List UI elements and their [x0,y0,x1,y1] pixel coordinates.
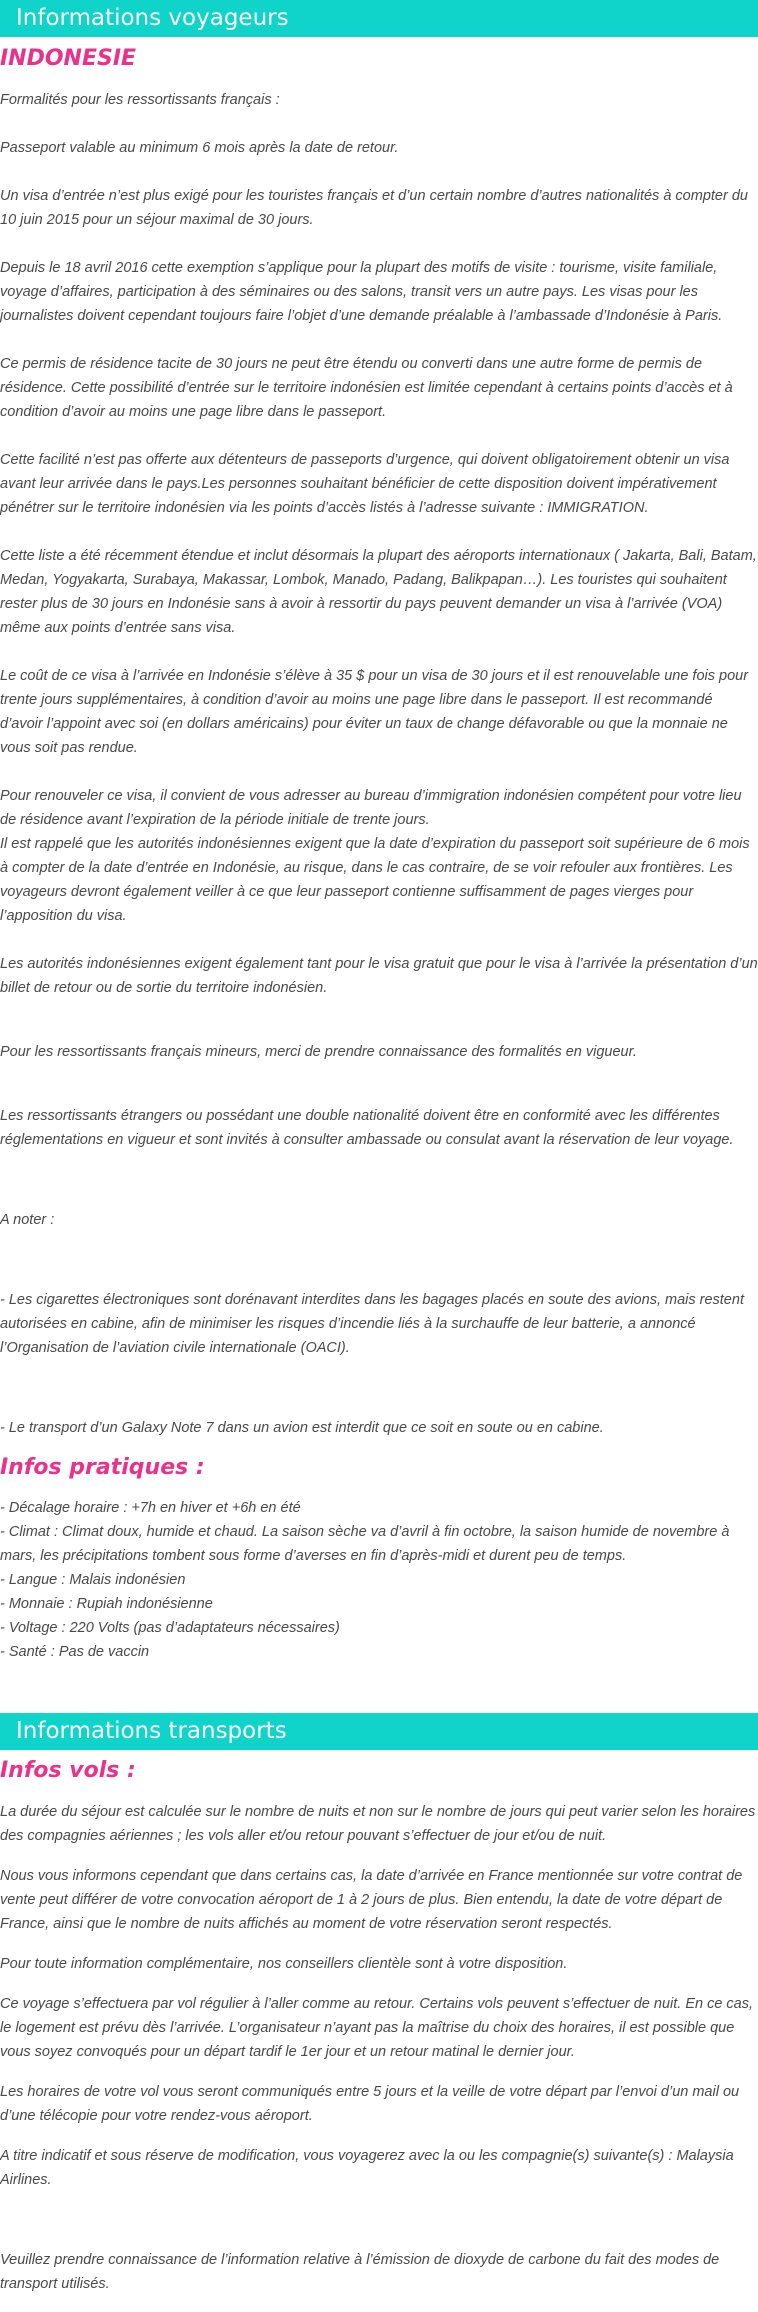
paragraph: Il est rappelé que les autorités indonésiennes exigent que la date d’expiration du passeport soit supérieure de 6 mois à compter de la date d’entrée en Indonésie, au risque, dans le cas contraire, de se voir refouler aux frontières. Les voyageurs devront également veiller à ce que leur passeport contienne suffisamment de pages vierges pour l’apposition du visa. [0,836,750,924]
practical-item: - Décalage horaire : +7h en hiver et +6h en été [0,1500,301,1516]
country-title: INDONESIE [0,46,137,71]
paragraph: A titre indicatif et sous réserve de modification, vous voyagerez avec la ou les compagnie(s) suivante(s) : Malaysia Airlines. [0,2148,734,2188]
paragraph: Les ressortissants étrangers ou possédant une double nationalité doivent être en conformité avec les différentes réglementations en vigueur et sont invités à consulter ambassade ou consulat avant la réservation de leur voyage. [0,1108,734,1148]
paragraph: Cette facilité n’est pas offerte aux détenteurs de passeports d’urgence, qui doivent obligatoirement obtenir un visa avant leur arrivée dans le pays.Les personnes souhaitant bénéficier de cette disposition doivent impérativement pénétrer sur le territoire indonésien via les points d’accès listés à l’adresse suivante : IMMIGRATION. [0,452,730,516]
practical-item: - Santé : Pas de vaccin [0,1644,150,1660]
paragraph: Nous vous informons cependant que dans certains cas, la date d’arrivée en France mentionnée sur votre contrat de vente peut différer de votre convocation aéroport de 1 à 2 jours de plus. Bien entendu, la date de votre départ de France, ainsi que le nombre de nuits affichés au moment de votre réservation seront respectés. [0,1868,743,1932]
practical-info-title: Infos pratiques : [0,1455,205,1480]
practical-item: - Voltage : 220 Volts (pas d’adaptateurs nécessaires) [0,1620,340,1636]
paragraph: Un visa d’entrée n’est plus exigé pour les touristes français et d’un certain nombre d’autres nationalités à compter du 10 juin 2015 pour un séjour maximal de 30 jours. [0,188,748,228]
paragraph: Ce permis de résidence tacite de 30 jours ne peut être étendu ou converti dans une autre forme de permis de résidence. Cette possibilité d’entrée sur le territoire indonésien est limitée cependant à certains points d’accès et à condition d’avoir au moins une page libre dans le passeport. [0,356,733,420]
banner-informations-transports: Informations transports [0,1713,758,1750]
paragraph: Le coût de ce visa à l’arrivée en Indonésie s’élève à 35 $ pour un visa de 30 jours et il est renouvelable une fois pour trente jours supplémentaires, à condition d’avoir au moins une page libre dans le passeport. Il est recommandé d’avoir l’appoint avec soi (en dollars américains) pour éviter un taux de change défavorable ou que la monnaie ne vous soit pas rendue. [0,668,749,756]
paragraph: Ce voyage s’effectuera par vol régulier à l’aller comme au retour. Certains vols peuvent s’effectuer de nuit. En ce cas, le logement est prévu dès l’arrivée. L’organisateur n’ayant pas la maîtrise du choix des horaires, il est possible que vous soyez convoqués pour un départ tardif le 1er jour et un retour matinal le dernier jour. [0,1996,754,2060]
paragraph: Passeport valable au minimum 6 mois après la date de retour. [0,140,399,156]
practical-item: - Climat : Climat doux, humide et chaud. La saison sèche va d’avril à fin octobre, la saison humide de novembre à mars, les précipitations tombent sous forme d’averses en fin d’après-midi et durent peu de temps. [0,1524,730,1564]
practical-item: - Langue : Malais indonésien [0,1572,186,1588]
paragraph: Depuis le 18 avril 2016 cette exemption s’applique pour la plupart des motifs de visite : tourisme, visite familiale, voyage d’affaires, participation à des séminaires ou des salons, transit vers un autre pays. Les visas pour les journalistes doivent cependant toujours faire l’objet d’une demande préalable à l’ambassade d’Indonésie à Paris. [0,260,723,324]
paragraph: Cette liste a été récemment étendue et inclut désormais la plupart des aéroports internationaux ( Jakarta, Bali, Batam, Medan, Yogyakarta, Surabaya, Makassar, Lombok, Manado, Padang, Balikpapan…). Les touristes qui souhaitent rester plus de 30 jours en Indonésie sans à avoir à ressortir du pays peuvent demander un visa à l’arrivée (VOA) même aux points d’entrée sans visa. [0,548,757,636]
paragraph: Les horaires de votre vol vous seront communiqués entre 5 jours et la veille de votre départ par l’envoi d’un mail ou d’une télécopie pour votre rendez-vous aéroport. [0,2084,740,2124]
banner-informations-voyageurs: Informations voyageurs [0,0,758,37]
paragraph: - Le transport d’un Galaxy Note 7 dans un avion est interdit que ce soit en soute ou en cabine. [0,1420,604,1436]
paragraph: A noter : [0,1212,55,1228]
paragraph: Pour les ressortissants français mineurs, merci de prendre connaissance des formalités en vigueur. [0,1044,637,1060]
paragraph: Pour toute information complémentaire, nos conseillers clientèle sont à votre disposition. [0,1956,568,1972]
paragraph: La durée du séjour est calculée sur le nombre de nuits et non sur le nombre de jours qui peut varier selon les horaires des compagnies aériennes ; les vols aller et/ou retour pouvant s’effectuer de jour et/ou de nuit. [0,1804,756,1844]
paragraph: - Les cigarettes électroniques sont dorénavant interdites dans les bagages placés en soute des avions, mais restent autorisées en cabine, afin de minimiser les risques d’incendie liés à la surchauffe de leur batterie, a annoncé l’Organisation de l’aviation civile internationale (OACI). [0,1292,744,1356]
paragraph: Les autorités indonésiennes exigent également tant pour le visa gratuit que pour le visa à l’arrivée la présentation d’un billet de retour ou de sortie du territoire indonésien. [0,956,758,996]
practical-item: - Monnaie : Rupiah indonésienne [0,1596,213,1612]
flights-info-title: Infos vols : [0,1758,136,1783]
paragraph: Pour renouveler ce visa, il convient de vous adresser au bureau d’immigration indonésien compétent pour votre lieu de résidence avant l’expiration de la période initiale de trente jours. [0,788,742,828]
paragraph: Formalités pour les ressortissants français : [0,92,280,108]
paragraph: Veuillez prendre connaissance de l’information relative à l’émission de dioxyde de carbone du fait des modes de transport utilisés. [0,2252,720,2292]
